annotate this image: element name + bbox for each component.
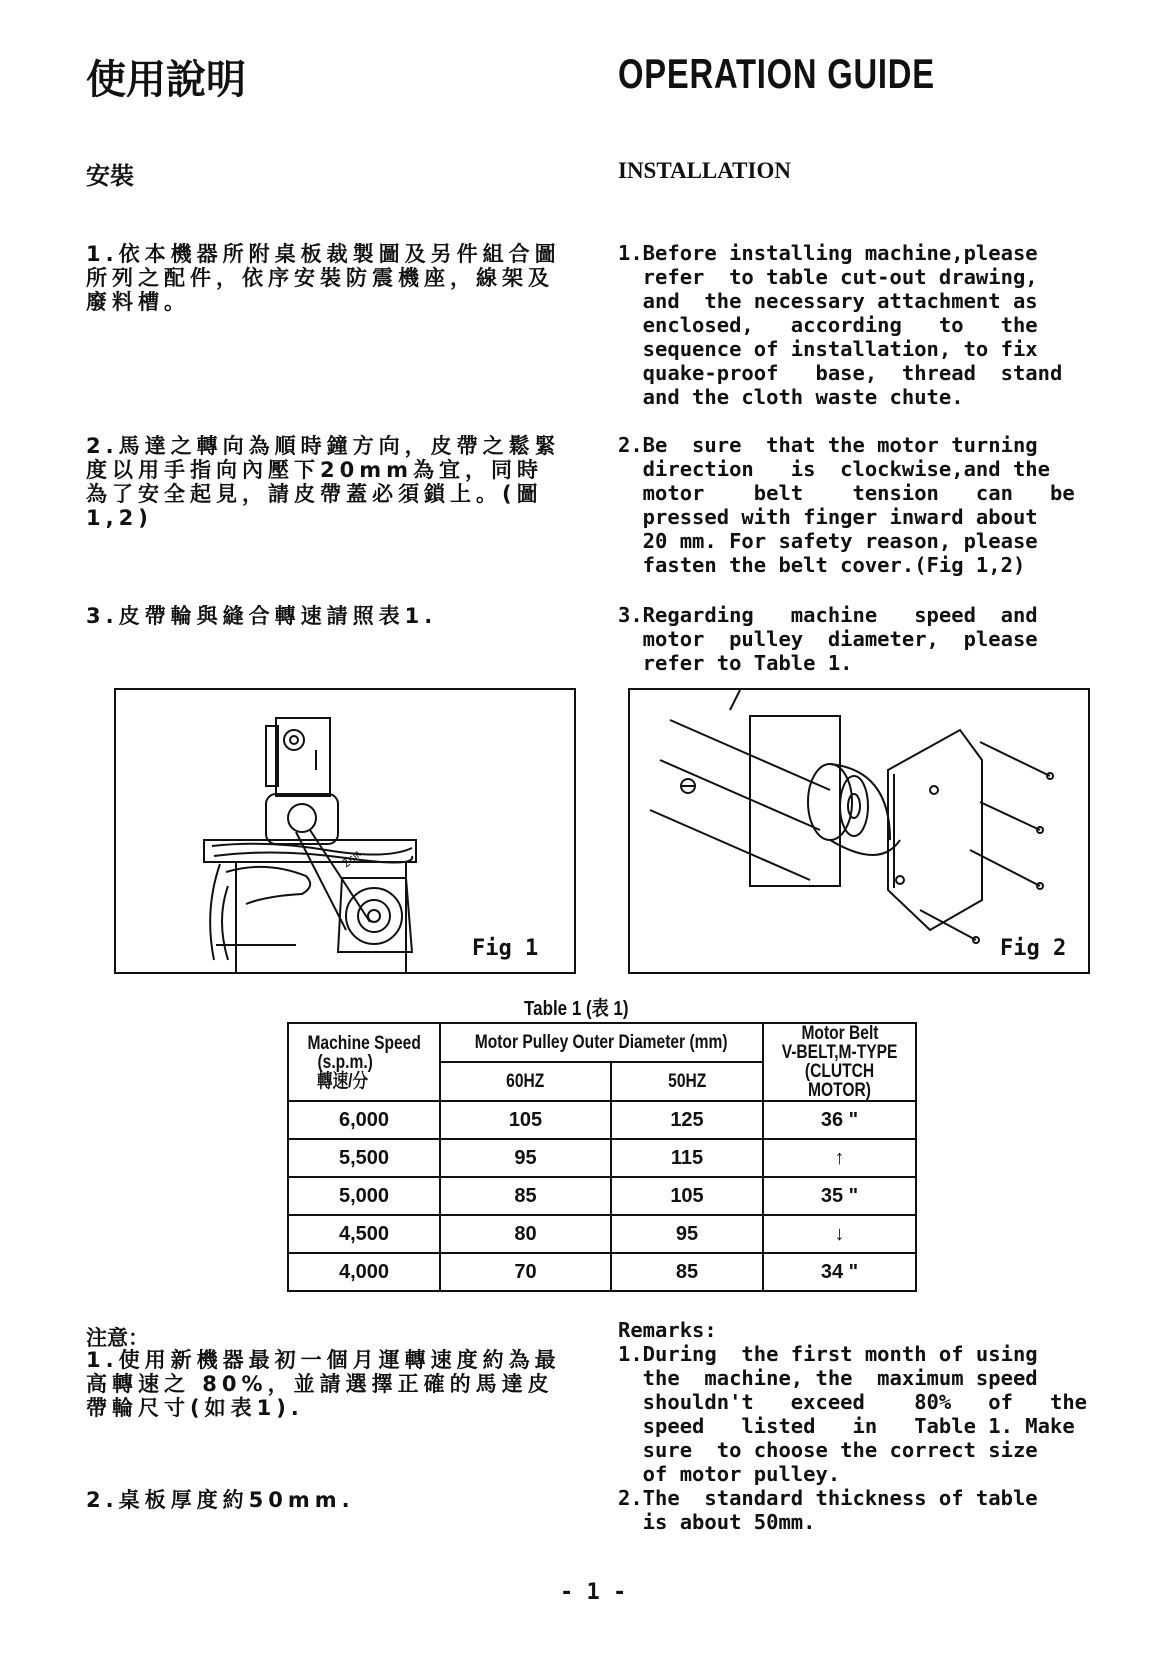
install-step-3-en: 3.Regarding machine speed and motor pulley diameter, please refer to Table 1. (618, 603, 1038, 675)
table-header-60hz-label: 60HZ (506, 1071, 545, 1092)
figure-2-label: Fig 2 (1000, 936, 1067, 961)
table-header-60hz (440, 1062, 611, 1101)
cell-belt: ↓ (763, 1215, 916, 1253)
install-step-1-cn: 1.依本機器所附桌板裁製圖及另件組合圖所列之配件，依序安裝防震機座，線架及廢料槽。 (86, 242, 561, 314)
cell-belt: 34 " (763, 1253, 916, 1291)
figure-2 (628, 688, 1090, 974)
cell-belt: ↑ (763, 1139, 916, 1177)
remarks-heading-en: Remarks: (618, 1318, 717, 1342)
table-row (288, 1253, 916, 1291)
cell-speed: 5,500 (288, 1139, 440, 1177)
table-header-belt (763, 1023, 916, 1101)
table-header-speed-unit: (s.p.m.) (317, 1051, 373, 1073)
cell-60hz: 105 (440, 1101, 611, 1139)
remark-2-cn: 2.桌板厚度約50mm. (86, 1488, 355, 1512)
cell-speed: 5,000 (288, 1177, 440, 1215)
section-heading-en: INSTALLATION (618, 158, 791, 183)
figure-1 (114, 688, 576, 974)
install-step-3-cn: 3.皮帶輪與縫合轉速請照表1. (86, 604, 438, 628)
table-header-belt-3: (CLUTCH MOTOR) (804, 1061, 875, 1101)
cell-speed: 4,500 (288, 1215, 440, 1253)
table-row (288, 1177, 916, 1215)
table-header-50hz (611, 1062, 763, 1101)
remarks-heading-cn: 注意： (86, 1326, 149, 1350)
spec-table (287, 1022, 917, 1292)
cell-60hz: 85 (440, 1177, 611, 1215)
figure-1-illustration (116, 690, 574, 972)
table-row (288, 1215, 916, 1253)
cell-speed: 4,000 (288, 1253, 440, 1291)
table-caption: Table 1 (表 1) (524, 998, 629, 1020)
remark-1-cn: 1.使用新機器最初一個月運轉速度約為最高轉速之 80%，並請選擇正確的馬達皮帶輪尺寸(如表1). (86, 1348, 561, 1420)
cell-belt: 36 " (763, 1101, 916, 1139)
install-step-1-en: 1.Before installing machine,please refer to table cut-out drawing, and the necessary attachment as enclosed, according to the sequence of installation, to fix quake-proof base, thread stand and the cloth waste chute. (618, 241, 1063, 409)
table-header-speed-cn: 轉速/分 (316, 1070, 369, 1092)
table-header-speed-label: Machine Speed (307, 1032, 421, 1054)
table-row (288, 1139, 916, 1177)
remark-2-en: 2.The standard thickness of table is about 50mm. (618, 1486, 1038, 1534)
remark-1-en: 1.During the first month of using the machine, the maximum speed shouldn't exceed 80% of the speed listed in Table 1. Make sure to choose the correct size of motor pulley. (618, 1342, 1087, 1486)
table-header-belt-1: Motor Belt (800, 1023, 879, 1044)
table-header-pulley-label: Motor Pulley Outer Diameter (mm) (475, 1032, 728, 1053)
section-heading-cn: 安裝 (86, 162, 134, 190)
cell-60hz: 70 (440, 1253, 611, 1291)
cell-belt: 35 " (763, 1177, 916, 1215)
cell-60hz: 80 (440, 1215, 611, 1253)
cell-50hz: 95 (611, 1215, 763, 1253)
cell-50hz: 125 (611, 1101, 763, 1139)
svg-text:2cm: 2cm (339, 847, 364, 871)
cell-50hz: 85 (611, 1253, 763, 1291)
table-header-speed (288, 1023, 440, 1101)
table-row (288, 1101, 916, 1139)
page-title-en: OPERATION GUIDE (618, 50, 935, 97)
figure-2-illustration (630, 690, 1088, 972)
page-title-cn: 使用說明 (86, 57, 246, 103)
cell-60hz: 95 (440, 1139, 611, 1177)
table-header-pulley (440, 1023, 763, 1062)
table-header-50hz-label: 50HZ (667, 1071, 707, 1092)
install-step-2-cn: 2.馬達之轉向為順時鐘方向，皮帶之鬆緊度以用手指向內壓下20mm為宜，同時為了安全起見，請皮帶蓋必須鎖上。(圖1,2) (86, 434, 561, 530)
install-step-2-en: 2.Be sure that the motor turning direction is clockwise,and the motor belt tension can be pressed with finger inward about 20 mm. For safety reason, please fasten the belt cover.(Fig 1,2) (618, 433, 1075, 577)
table-header-belt-2: V-BELT,M-TYPE (781, 1042, 898, 1063)
cell-50hz: 115 (611, 1139, 763, 1177)
figure-1-label: Fig 1 (472, 936, 539, 961)
cell-speed: 6,000 (288, 1101, 440, 1139)
cell-50hz: 105 (611, 1177, 763, 1215)
page-number: - 1 - (560, 1580, 627, 1605)
